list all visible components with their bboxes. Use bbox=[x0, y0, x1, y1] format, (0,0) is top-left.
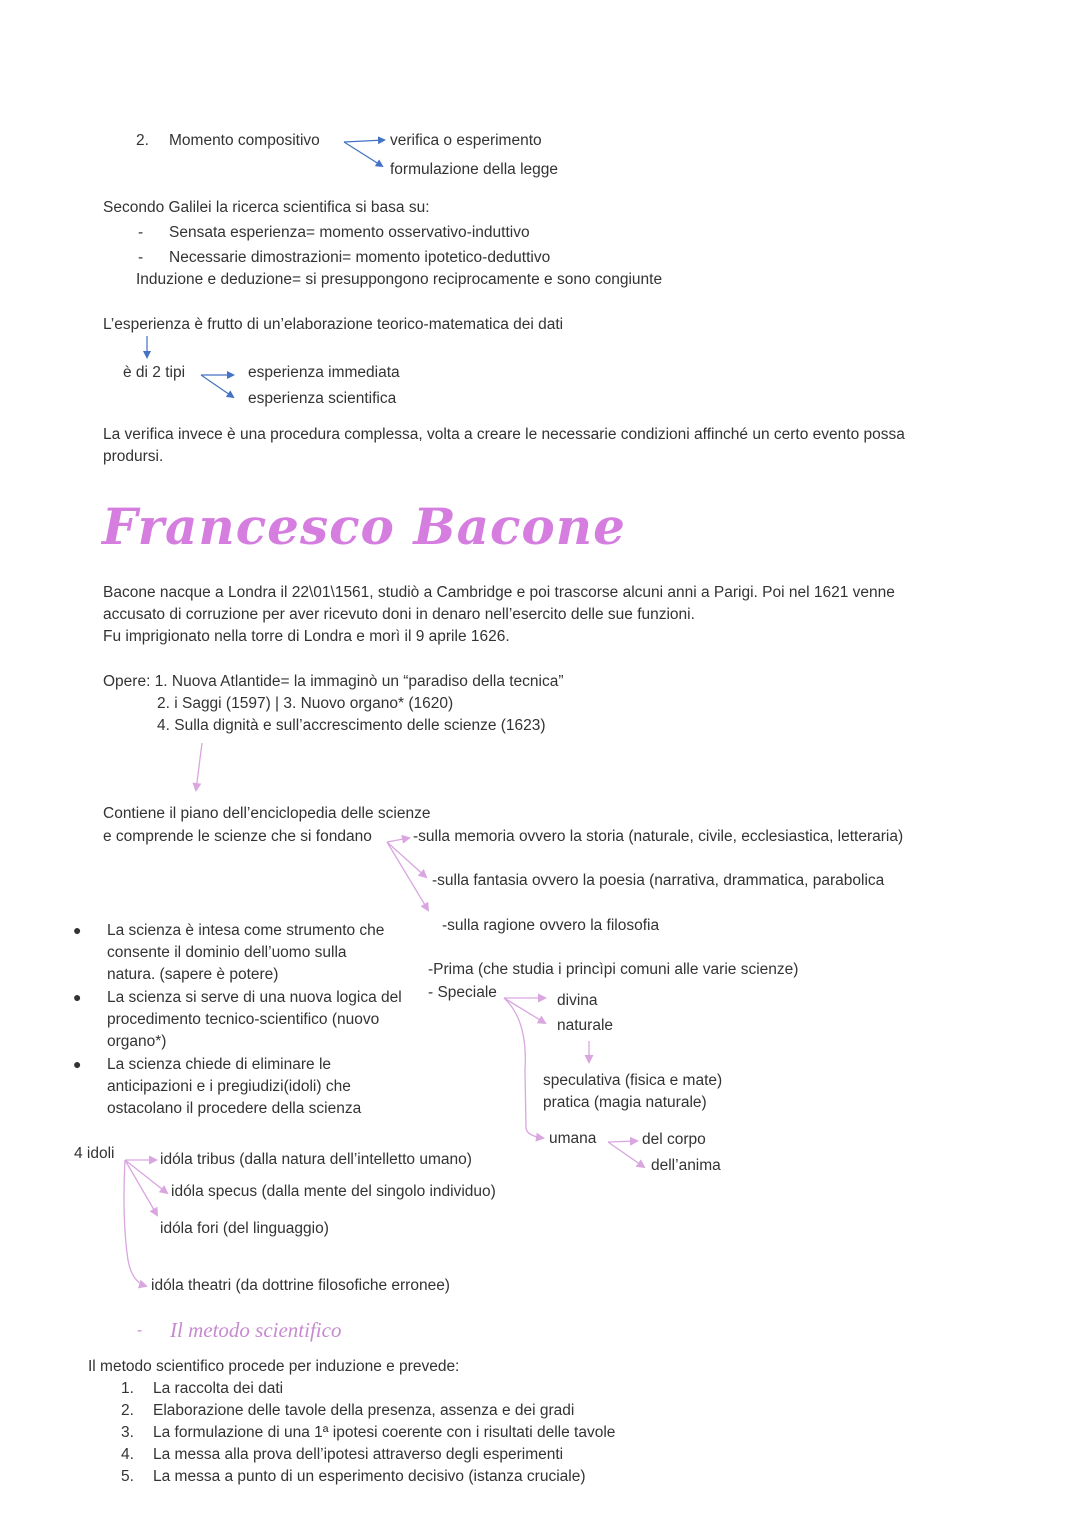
bullet-marker: ● bbox=[73, 922, 82, 938]
metodo-step-num: 3. bbox=[121, 1424, 134, 1441]
branch-corpo: del corpo bbox=[642, 1131, 706, 1148]
opere-line-4: 4. Sulla dignità e sull’accrescimento delle scienze (1623) bbox=[157, 717, 546, 734]
idola-tribus: idóla tribus (dalla natura dell’intelletto umano) bbox=[160, 1151, 472, 1168]
metodo-step-text: Elaborazione delle tavole della presenza, assenza e dei gradi bbox=[153, 1402, 575, 1419]
metodo-step-text: La raccolta dei dati bbox=[153, 1380, 284, 1397]
branch-divina: divina bbox=[557, 992, 598, 1009]
section-heading-metodo: Il metodo scientifico bbox=[170, 1318, 342, 1342]
galilei-intro: Secondo Galilei la ricerca scientifica si basa su: bbox=[103, 199, 430, 216]
bullet-2-line-2: procedimento tecnico-scientifico (nuovo bbox=[107, 1011, 380, 1028]
metodo-step-num: 4. bbox=[121, 1446, 134, 1463]
metodo-step-text: La formulazione di una 1ª ipotesi coerente con i risultati delle tavole bbox=[153, 1424, 616, 1441]
bullet-3-line-3: ostacolano il procedere della scienza bbox=[107, 1100, 362, 1117]
bullet-2-line-1: La scienza si serve di una nuova logica del bbox=[107, 989, 402, 1006]
metodo-step-text: La messa alla prova dell’ipotesi attraverso degli esperimenti bbox=[153, 1446, 564, 1463]
idola-specus: idóla specus (dalla mente del singolo individuo) bbox=[171, 1183, 496, 1200]
metodo-step-num: 1. bbox=[121, 1380, 134, 1397]
opere-line-1: Opere: 1. Nuova Atlantide= la immaginò un “paradiso della tecnica” bbox=[103, 673, 564, 690]
bullet-marker: ● bbox=[73, 1056, 82, 1072]
opere-line-2: 2. i Saggi (1597) | 3. Nuovo organo* (1620) bbox=[157, 695, 454, 712]
branch-prima: -Prima (che studia i princìpi comuni alle varie scienze) bbox=[428, 961, 799, 978]
arrow-icon bbox=[344, 140, 384, 142]
verifica-line-2: prodursi. bbox=[103, 448, 164, 465]
bio-line-1: Bacone nacque a Londra il 22\01\1561, studiò a Cambridge e poi trascorse alcuni anni a Parigi. Poi nel 1621 venne bbox=[103, 584, 895, 601]
bullet-2-line-3: organo*) bbox=[107, 1033, 167, 1050]
tipi-label: è di 2 tipi bbox=[123, 364, 186, 381]
metodo-step-num: 5. bbox=[121, 1468, 134, 1485]
arrow-icon bbox=[387, 842, 428, 910]
esperienza-immediata: esperienza immediata bbox=[248, 364, 400, 381]
contiene-line: Contiene il piano dell’enciclopedia delle scienze bbox=[103, 805, 431, 822]
dash-1: - bbox=[138, 224, 144, 241]
metodo-step-text: La messa a punto di un esperimento decisivo (istanza cruciale) bbox=[153, 1468, 586, 1485]
branch-naturale: naturale bbox=[557, 1017, 614, 1034]
branch-pratica: pratica (magia naturale) bbox=[543, 1094, 707, 1111]
page-title: Francesco Bacone bbox=[102, 497, 626, 556]
list-number: 2. bbox=[136, 132, 149, 149]
branch-umana: umana bbox=[549, 1130, 597, 1147]
arrow-icon bbox=[608, 1141, 637, 1142]
bullet-1-line-2: consente il dominio dell’uomo sulla bbox=[107, 944, 347, 961]
arrow-icon bbox=[504, 998, 545, 1023]
branch-fantasia: -sulla fantasia ovvero la poesia (narrativa, drammatica, parabolica bbox=[432, 872, 885, 889]
arrow-icon bbox=[608, 1142, 644, 1167]
arrow-icon bbox=[125, 1160, 157, 1215]
bullet-3-line-2: anticipazioni e i pregiudizi(idoli) che bbox=[107, 1078, 351, 1095]
branch-ragione: -sulla ragione ovvero la filosofia bbox=[442, 917, 660, 934]
branch-verifica: verifica o esperimento bbox=[390, 132, 542, 149]
branch-formulazione: formulazione della legge bbox=[390, 161, 559, 178]
arrow-icon bbox=[504, 998, 543, 1138]
arrow-icon bbox=[201, 375, 233, 397]
esperienza-scientifica: esperienza scientifica bbox=[248, 390, 397, 407]
arrow-down-icon bbox=[196, 743, 202, 790]
bullet-1-line-3: natura. (sapere è potere) bbox=[107, 966, 279, 983]
arrow-icon bbox=[387, 838, 409, 842]
comprende-line: e comprende le scienze che si fondano bbox=[103, 828, 372, 845]
branch-speculativa: speculativa (fisica e mate) bbox=[543, 1072, 723, 1089]
metodo-intro: Il metodo scientifico procede per induzione e prevede: bbox=[88, 1358, 460, 1375]
bullet-3-line-1: La scienza chiede di eliminare le bbox=[107, 1056, 332, 1073]
verifica-line-1: La verifica invece è una procedura complessa, volta a creare le necessarie condizioni affinché un certo evento possa bbox=[103, 426, 905, 443]
arrow-icon bbox=[124, 1160, 146, 1286]
idola-fori: idóla fori (del linguaggio) bbox=[160, 1220, 329, 1237]
bio-line-2: accusato di corruzione per aver ricevuto doni in denaro nell’esercito delle sue funzioni. bbox=[103, 606, 695, 623]
dash-2: - bbox=[138, 249, 144, 266]
idola-theatri: idóla theatri (da dottrine filosofiche erronee) bbox=[151, 1277, 450, 1294]
bio-line-3: Fu imprigionato nella torre di Londra e morì il 9 aprile 1626. bbox=[103, 628, 510, 645]
arrow-icon bbox=[125, 1160, 167, 1193]
point-sensata-esperienza: Sensata esperienza= momento osservativo-induttivo bbox=[169, 224, 530, 241]
idoli-label: 4 idoli bbox=[74, 1145, 115, 1162]
arrow-icon bbox=[344, 142, 382, 166]
point-necessarie-dimostrazioni: Necessarie dimostrazioni= momento ipotetico-deduttivo bbox=[169, 249, 551, 266]
branch-memoria: -sulla memoria ovvero la storia (naturale, civile, ecclesiastica, letteraria) bbox=[413, 828, 904, 845]
bullet-marker: ● bbox=[73, 989, 82, 1005]
branch-anima: dell’anima bbox=[651, 1157, 721, 1174]
metodo-step-num: 2. bbox=[121, 1402, 134, 1419]
metodo-dash: - bbox=[137, 1322, 143, 1339]
bullet-1-line-1: La scienza è intesa come strumento che bbox=[107, 922, 385, 939]
esperienza-line: L’esperienza è frutto di un’elaborazione teorico-matematica dei dati bbox=[103, 316, 564, 333]
arrow-icon bbox=[387, 842, 426, 877]
branch-speciale: - Speciale bbox=[428, 984, 497, 1001]
momento-compositivo-label: Momento compositivo bbox=[169, 132, 320, 149]
induzione-deduzione: Induzione e deduzione= si presuppongono reciprocamente e sono congiunte bbox=[136, 271, 663, 288]
